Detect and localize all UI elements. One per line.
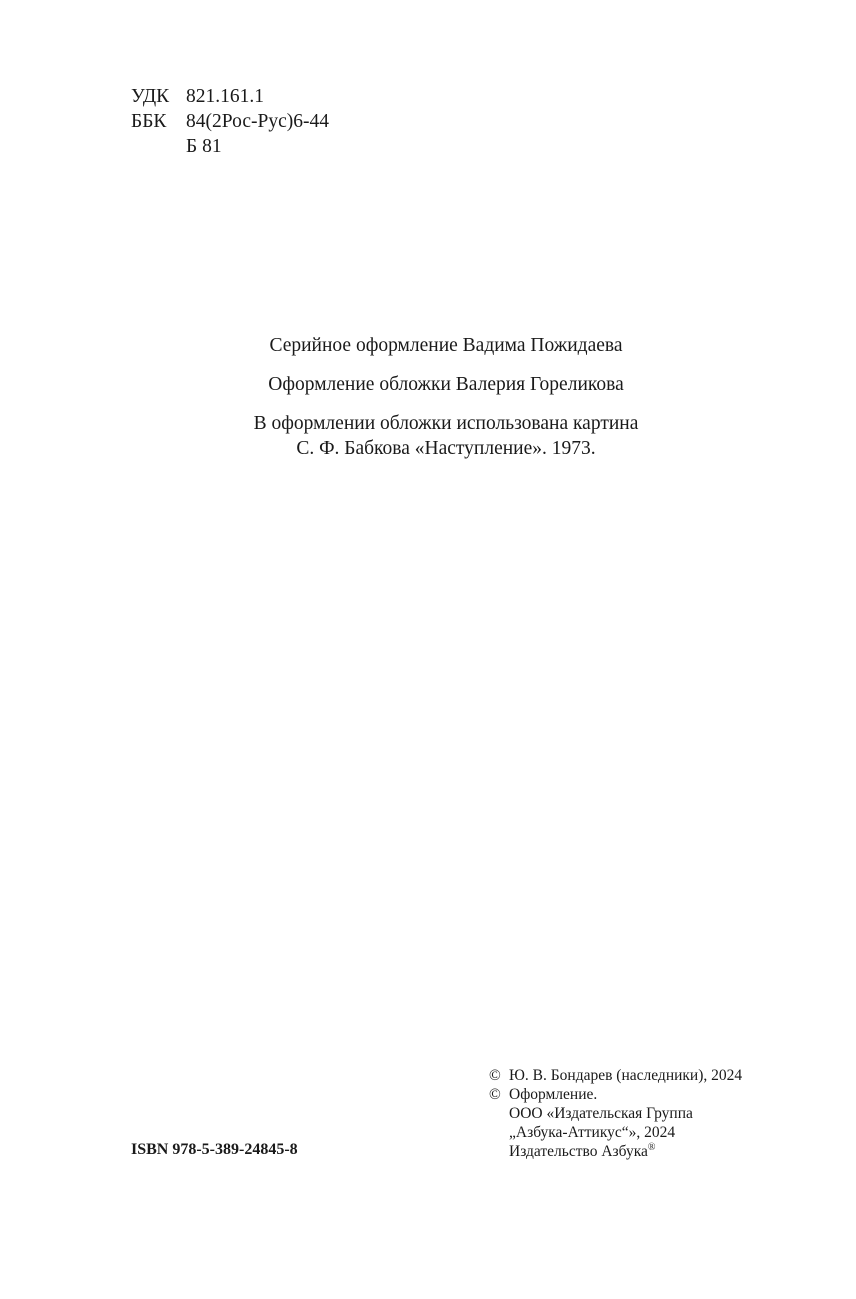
bbk-code: ББК [131, 111, 167, 132]
cover-art-line-2: С. Ф. Бабкова «Наступление». 1973. [296, 438, 596, 459]
udk-value: 821.161.1 [186, 86, 264, 107]
registered-mark: ® [647, 1141, 656, 1153]
credits-block [0, 333, 856, 475]
bbk-value: 84(2Рос-Рус)6-44 [186, 111, 329, 132]
author-mark-row [131, 134, 329, 159]
isbn: ISBN 978-5-389-24845-8 [131, 1141, 298, 1158]
copyright-symbol: © [489, 1067, 501, 1084]
copyright-publisher-3: Издательство Азбука [509, 1143, 648, 1160]
copyright-publisher-2: „Азбука-Аттикус“», 2024 [509, 1124, 676, 1141]
cover-art-line-1: В оформлении обложки использована картина [253, 413, 639, 434]
cover-art-credit [0, 411, 856, 461]
author-mark: Б 81 [186, 136, 222, 157]
udk-code: УДК [131, 86, 170, 107]
copyright-symbol: © [489, 1086, 501, 1103]
copyright-publisher-1: ООО «Издательская Группа [509, 1105, 693, 1122]
copyright-block [489, 1066, 742, 1161]
bbk-row [131, 109, 329, 134]
copyright-design: Оформление. [509, 1086, 598, 1103]
cover-design-credit: Оформление обложки Валерия Гореликова [268, 374, 624, 395]
classification-block [131, 84, 329, 159]
copyright-author: Ю. В. Бондарев (наследники), 2024 [509, 1067, 743, 1084]
udk-row [131, 84, 329, 109]
series-design-credit: Серийное оформление Вадима Пожидаева [269, 335, 623, 356]
